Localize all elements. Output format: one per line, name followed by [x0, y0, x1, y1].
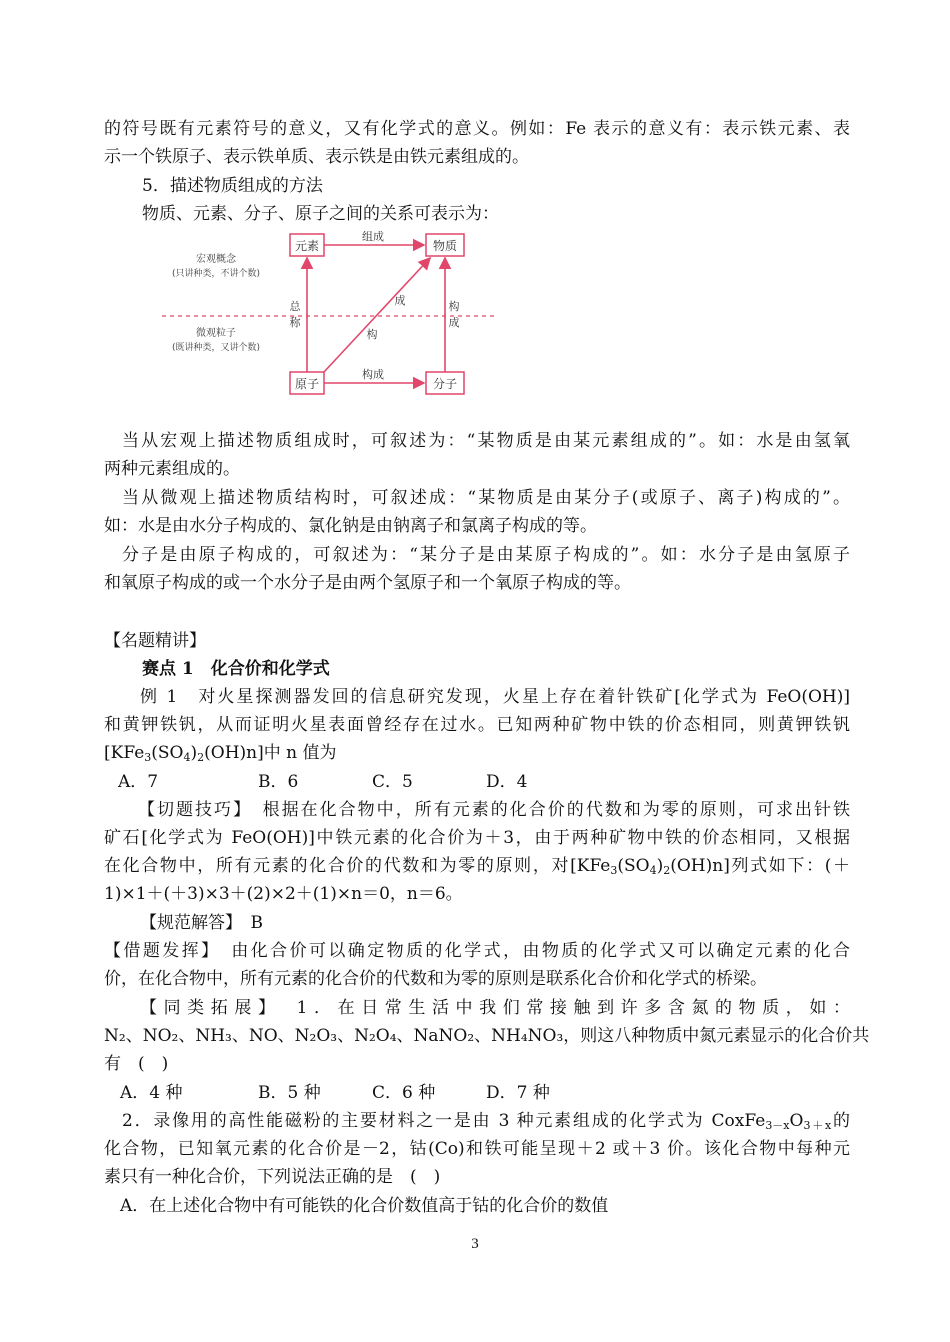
- tip-line-1: 【切题技巧】 根据在化合物中，所有元素的化合价的代数和为零的原则，可求出针铁: [138, 800, 850, 820]
- para-3-line-2: 和氧原子构成的或一个水分子是由两个氢原子和一个氧原子构成的等。: [104, 573, 631, 593]
- section-5-heading: 5．描述物质组成的方法: [142, 176, 323, 196]
- page-number: 3: [471, 1236, 479, 1252]
- general-label-1: 总: [289, 300, 301, 313]
- example-line-3: $[KFe_3(SO_4)_2(OH)n]$中 n 值为: [104, 743, 337, 764]
- example-line-1: 例 1 对火星探测器发回的信息研究发现，火星上存在着针铁矿[化学式为 FeO(OH)]: [140, 687, 850, 707]
- tip-line-4: 1)×1＋(＋3)×3＋(2)×2＋(1)×n＝0，n＝6。: [104, 884, 463, 904]
- q1-option-c: C．6 种: [372, 1083, 436, 1103]
- para-2-line-2: 如：水是由水分子构成的、氯化钠是由钠离子和氯离子构成的等。: [104, 516, 597, 536]
- example-option-d: D．4: [486, 772, 528, 792]
- example-option-b: B．6: [258, 772, 299, 792]
- lend-line-1: 【借题发挥】 由化合价可以确定物质的化学式，由物质的化学式又可以确定元素的化合: [104, 941, 850, 961]
- example-option-a: A．7: [118, 772, 159, 792]
- right-label-2: 成: [448, 316, 460, 329]
- macro-title: 宏观概念: [196, 254, 236, 265]
- substance-label: 物质: [432, 239, 458, 253]
- atom-to-substance-arrow: [324, 258, 430, 372]
- famous-header: 【名题精讲】: [104, 631, 206, 651]
- diagonal-label-2: 构: [366, 328, 378, 341]
- q1-line-1: 【同类拓展】 1．在日常生活中我们常接触到许多含氮的物质，如：: [140, 998, 850, 1018]
- molecule-label: 分子: [432, 377, 458, 391]
- example-option-c: C．5: [372, 772, 413, 792]
- intro-line-2: 示一个铁原子、表示铁单质、表示铁是由铁元素组成的。: [104, 147, 529, 167]
- answer-line: 【规范解答】 B: [140, 913, 263, 933]
- construct-label: 构成: [362, 368, 384, 381]
- para-1-line-2: 两种元素组成的。: [104, 459, 240, 479]
- intro-line-1: 的符号既有元素符号的意义，又有化学式的意义。例如：Fe 表示的意义有：表示铁元素、表: [104, 119, 850, 139]
- q2-option-a: A．在上述化合物中有可能铁的化合价数值高于钴的化合价的数值: [120, 1196, 609, 1216]
- macro-note: (只讲种类，不讲个数): [171, 269, 261, 279]
- diagonal-label-1: 成: [394, 294, 406, 307]
- compose-label: 组成: [362, 230, 384, 243]
- q1-line-3: 有 ( ): [104, 1054, 169, 1074]
- general-label-2: 称: [289, 316, 301, 329]
- q2-line-2: 化合物，已知氧元素的化合价是－2，钴(Co)和铁可能呈现＋2 或＋3 价。该化合物中每种元: [104, 1139, 850, 1159]
- tip-line-2: 矿石[化学式为 FeO(OH)]中铁元素的化合价为＋3，由于两种矿物中铁的价态相同，又根据: [104, 828, 850, 848]
- q1-option-a: A．4 种: [120, 1083, 183, 1103]
- q2-line-3: 素只有一种化合价，下列说法正确的是 ( ): [104, 1167, 441, 1187]
- right-label-1: 构: [448, 300, 460, 313]
- q1-option-d: D．7 种: [486, 1083, 550, 1103]
- relation-intro: 物质、元素、分子、原子之间的关系可表示为：: [142, 204, 499, 224]
- tip-line-3: 在化合物中，所有元素的化合价的代数和为零的原则，对$[KFe_3(SO_4)_2(OH)n]$列式如下：(＋: [104, 856, 850, 877]
- element-label: 元素: [294, 239, 320, 253]
- example-line-2: 和黄钾铁钒，从而证明火星表面曾经存在过水。已知两种矿物中铁的价态相同，则黄钾铁钒: [104, 715, 850, 735]
- micro-note: (既讲种类，又讲个数): [171, 343, 261, 353]
- q2-line-1: 2．录像用的高性能磁粉的主要材料之一是由 3 种元素组成的化学式为 $CoxFe_{3-x}O_{3+x}$的: [122, 1111, 850, 1132]
- para-3-line-1: 分子是由原子构成的，可叙述为：“某分子是由某原子构成的”。如：水分子是由氢原子: [122, 545, 850, 565]
- atom-label: 原子: [294, 377, 320, 391]
- micro-title: 微观粒子: [196, 328, 236, 339]
- relationship-diagram: [140, 226, 500, 398]
- para-1-line-1: 当从宏观上描述物质组成时，可叙述为：“某物质是由某元素组成的”。如：水是由氢氧: [122, 431, 850, 451]
- q1-line-2: N₂、NO₂、NH₃、NO、N₂O₃、N₂O₄、NaNO₂、NH₄NO₃，则这八种物质中氮元素显示的化合价共: [104, 1026, 870, 1046]
- point-title: 赛点 1 化合价和化学式: [142, 659, 330, 679]
- lend-line-2: 价，在化合物中，所有元素的化合价的代数和为零的原则是联系化合价和化学式的桥梁。: [104, 969, 767, 989]
- para-2-line-1: 当从微观上描述物质结构时，可叙述成：“某物质是由某分子(或原子、离子)构成的”。: [122, 488, 850, 508]
- q1-option-b: B．5 种: [258, 1083, 321, 1103]
